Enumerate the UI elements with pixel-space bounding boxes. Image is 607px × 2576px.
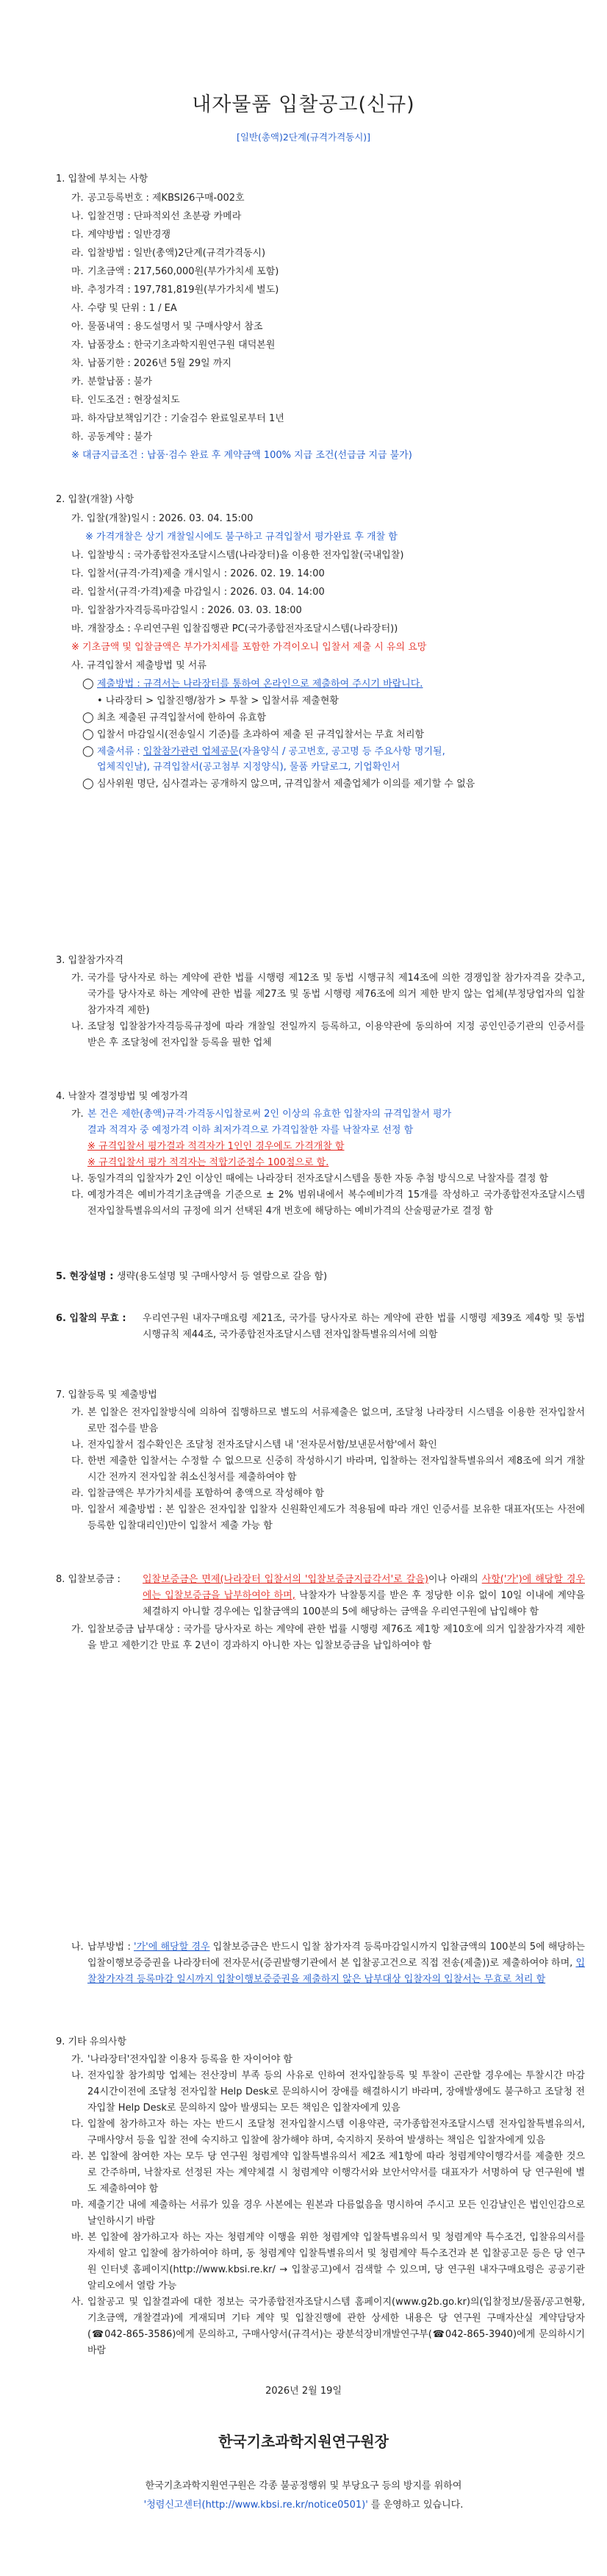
integrity-center-link[interactable]: '청렴신고센터(http://www.kbsi.re.kr/notice0501)' (143, 2500, 368, 2511)
item-text: 국가를 당사자로 하는 계약에 관한 법률 시행령 제12조 및 동법 시행규칙 제14조에 의한 경쟁입찰 참가자격을 갖추고, 국가를 당사자로 하는 계약에 관한 법률 제27조 및 동법 시행령 제76조에 의거 제한 받지 않는 업체(부정당업자의 입찰참가자격 제한) (87, 973, 585, 1016)
list-item (56, 601, 585, 620)
item-marker: 자. (71, 340, 84, 351)
list-item (56, 336, 585, 354)
section-qualification (56, 952, 585, 1051)
item-marker: 하. (71, 432, 84, 443)
payment-note: ※ 대금지급조건 : 납품·검수 완료 후 계약금액 100% 지급 조건(선급금 지급 불가) (71, 450, 412, 461)
list-item (56, 1405, 585, 1437)
item-marker: 가. (71, 193, 84, 204)
list-item (56, 2294, 585, 2359)
item-text: 계약방법 : 일반경쟁 (87, 229, 171, 240)
circle-bullet-icon: ◯ (82, 678, 94, 690)
submission-method: 제출방법 : 규격서는 나라장터를 통하여 온라인으로 제출하여 주시기 바랍니다. (97, 679, 423, 690)
list-item (56, 299, 585, 318)
item-marker: 타. (71, 395, 84, 406)
item-text: 입찰방법 : 일반(총액)2단계(규격가격동시) (87, 248, 266, 259)
item-marker: 나. (71, 1173, 84, 1184)
list-item: ◯ 최초 제출된 규격입찰서에 한하여 유효함 (56, 710, 585, 726)
item-marker: 마. (71, 605, 84, 616)
list-item (56, 565, 585, 583)
item-marker: 다. (71, 1456, 84, 1467)
item-marker: 차. (71, 358, 84, 369)
item-text: 납품기한 : 2026년 5월 29일 까지 (87, 358, 231, 369)
spec-submission-heading: 사. 규격입찰서 제출방법 및 서류 (71, 660, 206, 671)
item-text: 입찰공고 및 입찰결과에 대한 정보는 국가종합전자조달시스템 홈페이지(www.g2b.go.kr)의(입찰정보/물품/공고현황, 기초금액, 개찰결과)에 게재되며 기타 계약 및 입찰진행에 관한 상세한 내용은 당 연구원 구매자산실 계약담당자(☎042-865-3586)에게 문의하고, 구매사양서(규격서)는 광분석장비개발연구부(☎042-865-3940)에게 문의하시기 바람 (87, 2297, 585, 2356)
item-text: 입찰참가자격등록마감일시 : 2026. 03. 03. 18:00 (87, 605, 302, 616)
item-marker: 마. (71, 1504, 84, 1515)
award-note: ※ 규격입찰서 평가결과 적격자가 1인인 경우에도 가격개찰 함 (87, 1141, 345, 1152)
item-marker: 바. (71, 285, 84, 296)
section-site-briefing: 5. 현장설명 : 생략(용도설명 및 구매사양서 등 열람으로 갈음 함) (56, 1271, 328, 1282)
item-marker: 가. (71, 1407, 84, 1418)
list-item (56, 970, 585, 1019)
section-heading: 7. 입찰등록 및 제출방법 (56, 1389, 157, 1400)
section-award-method: 4. 낙찰자 결정방법 및 예정가격 가. 본 건은 제한(총액)규격·가격동시입찰로써 2인 이상의 유효한 입찰자의 규격입찰서 평가 결과 적격자 중 예정가격 이하 최저가격으로 가격입찰한 자를 낙찰자로 선정 함 ※ 규격입찰서 평가결과 적격자가 1인인 경우에도 가격개찰 함 ※ 규격입찰서 평가 적격자는 적합기준점수 100점으로 함. 나. 동일가격의 입찰자가 2인 이상인 때에는 나라장터 전자조달시스템을 통한 자동 추첨 방식으로 낙찰자를 결정 함 다. 예정가격은 예비가격기초금액을 기준으로 ± 2% 범위내에서 복수예비가격 15개를 작성하고 국가종합전자조달시스템 전자입찰특별유의서의 규정에 의거 선택된 4개 번호에 해당하는 예비가격의 산술평균가로 결정 함 (56, 1088, 585, 1220)
list-item (56, 2052, 585, 2068)
item-text: 전자입찰 참가희망 업체는 전산장비 부족 등의 사유로 인하여 전자입찰등록 및 투찰이 곤란할 경우에는 투찰시간 마감 24시간이전에 조달청 전자입찰 Help Desk로 문의하시어 장애를 해결하시기 바라며, 장애발생에도 불구하고 조달청 전자입찰 Help Desk로 문의하지 않아 발생되는 모든 책임은 입찰자에게 있음 (87, 2070, 585, 2114)
item-text: 공고등록번호 : 제KBSI26구매-002호 (87, 193, 245, 204)
item-text: 조달청 입찰참가자격등록규정에 따라 개찰일 전일까지 등록하고, 이용약관에 동의하여 지정 공인인증기관의 인증서를 받은 후 조달청에 전자입찰 등록을 필한 업체 (87, 1021, 585, 1048)
list-item (56, 2068, 585, 2117)
item-text: 하자담보책임기간 : 기술검수 완료일로부터 1년 (87, 413, 284, 424)
list-item (56, 1171, 585, 1187)
item-marker: 라. (71, 248, 84, 259)
list-item (56, 2197, 585, 2230)
circle-bullet-icon: ◯ (82, 745, 94, 757)
item-text: 납품장소 : 한국기초과학지원연구원 대덕본원 (87, 340, 276, 351)
opening-note: ※ 가격개찰은 상기 개찰일시에도 불구하고 규격입찰서 평가완료 후 개찰 함 (85, 532, 398, 543)
item-text: 추정가격 : 197,781,819원(부가가치세 별도) (87, 285, 279, 296)
section-bid-items (56, 171, 585, 465)
item-marker: 사. (71, 2297, 84, 2308)
item-text: '나라장터'전자입찰 이용자 등록을 한 자이어야 함 (87, 2054, 292, 2065)
item-marker: 다. (71, 1189, 84, 1201)
item-text: 입찰서 제출방법 : 본 입찰은 전자입찰 입찰자 신원확인제도가 적용됨에 따라 개인 인증서를 보유한 대표자(또는 사전에 등록한 입찰대리인)만이 입찰서 제출 가능 함 (87, 1504, 585, 1531)
section-heading: 2. 입찰(개찰) 사항 (56, 494, 134, 505)
list-item: ◯ 입찰서 마감일시(전송일시 기준)를 초과하여 제출 된 규격입찰서는 무효 처리함 (56, 727, 585, 743)
list-item (56, 676, 585, 692)
item-text: 입찰서(규격·가격)제출 개시일시 : 2026. 02. 19. 14:00 (87, 568, 325, 579)
item-text: 본 입찰에 참여한 자는 모두 당 연구원 청렴계약 입찰특별유의서 제2조 제1항에 따라 청렴계약이행각서를 제출한 것으로 간주하며, 낙찰자로 선정된 자는 계약체결 시 청렴계약 이행각서와 보안서약서를 대표자가 서명하여 당 연구원에 별도 제출하여야 함 (87, 2151, 585, 2194)
section-misc-notes (56, 2033, 585, 2359)
list-item (56, 391, 585, 409)
item-text: 공동계약 : 불가 (87, 432, 152, 443)
list-item (56, 583, 585, 601)
circle-bullet-icon: ◯ (82, 778, 94, 790)
list-item (56, 207, 585, 226)
list-item (56, 1502, 585, 1534)
list-item (56, 2230, 585, 2294)
list-item (56, 693, 585, 709)
item-text: 제출기간 내에 제출하는 서류가 있을 경우 사본에는 원본과 다름없음을 명시하여 주시고 모든 인감날인은 법인인감으로 날인하시기 바람 (87, 2200, 585, 2227)
item-marker: 나. (71, 550, 84, 561)
section-heading: 3. 입찰참가자격 (56, 955, 123, 966)
circle-bullet-icon: ◯ (82, 729, 94, 740)
opening-datetime: 가. 입찰(개찰)일시 : 2026. 03. 04. 15:00 (71, 513, 254, 524)
list-item (56, 1437, 585, 1453)
notice-date: 2026년 2월 19일 (265, 2386, 342, 2397)
list-item (56, 354, 585, 373)
item-marker: 나. (71, 1439, 84, 1450)
list-item (56, 409, 585, 428)
list-item (56, 262, 585, 281)
item-text: 동일가격의 입찰자가 2인 이상인 때에는 나라장터 전자조달시스템을 통한 자동 추첨 방식으로 낙찰자를 결정 함 (87, 1173, 549, 1184)
item-marker: 라. (71, 587, 84, 598)
list-item (56, 318, 585, 336)
submission-path: • 나라장터 > 입찰진행/참가 > 투찰 > 입찰서류 제출현황 (97, 695, 339, 706)
issuing-organization: 한국기초과학지원연구원장 (218, 2433, 389, 2450)
item-marker: 바. (71, 2232, 84, 2243)
list-item: ◯ 심사위원 명단, 심사결과는 공개하지 않으며, 규격입찰서 제출업체가 이의를 제기할 수 없음 (56, 776, 585, 792)
section-heading: 9. 기타 유의사항 (56, 2036, 127, 2047)
section-invalid-bids: 6. 입찰의 무효 : 우리연구원 내자구매요령 제21조, 국가를 당사자로 하는 계약에 관한 법률 시행령 제39조 제4항 및 동법 시행규칙 제44조, 국가종합전자조달시스템 전자입찰특별유의서에 의함 (56, 1313, 585, 1340)
list-item (56, 373, 585, 391)
list-item (56, 2117, 585, 2149)
item-marker: 다. (71, 568, 84, 579)
list-item (56, 244, 585, 262)
item-text: 전자입찰서 접수확인은 조달청 전자조달시스템 내 '전자문서함/보낸문서함'에서 확인 (87, 1439, 437, 1450)
item-text: 본 입찰은 전자입찰방식에 의하여 집행하므로 별도의 서류제출은 없으며, 조달청 나라장터 시스템을 이용한 전자입찰서로만 접수를 받음 (87, 1407, 585, 1434)
list-item (56, 546, 585, 565)
list-item (56, 226, 585, 244)
item-marker: 아. (71, 321, 84, 332)
section-bid-bond: 8. 입찰보증금 : 입찰보증금은 면제(나라장터 입찰서의 '입찰보증금지급각서'로 갈음)이나 아래의 사항('가')에 해당할 경우에는 입찰보증금을 납부하여야 하며, 낙찰자가 낙찰통지를 받은 후 정당한 이유 없이 10일 이내에 계약을 체결하지 아니할 경우에는 입찰금액의 100분의 5에 해당하는 금액을 우리연구원에 납입해야 함 가. 입찰보증금 납부대상 : 국가를 당사자로 하는 계약에 관한 법률 시행령 제76조 제1항 제10호에 의거 입찰참가자격 제한을 받고 제한기간 만료 후 2년이 경과하지 아니한 자는 입찰보증금을 납입하여야 함 (56, 1574, 586, 1651)
section-bid-bond-payment: 나. 납부방법 : '가'에 해당할 경우 입찰보증금은 반드시 입찰 참가자격 등록마감일시까지 입찰금액의 100분의 5에 해당하는 입찰이행보증증권을 나라장터에 전자문서(증권발행기관에서 본 입찰공고건으로 직접 전송(제출))로 제출하여야 하며, 입찰참가자격 등록마감 일시까지 입찰이행보증증권을 제출하지 않은 납부대상 입찰자의 입찰서는 무효로 처리 함 (71, 1942, 585, 1985)
section-heading: 4. 낙찰자 결정방법 및 예정가격 (56, 1091, 188, 1102)
item-text: 입찰방식 : 국가종합전자조달시스템(나라장터)을 이용한 전자입찰(국내입찰) (87, 550, 404, 561)
section-heading: 1. 입찰에 부치는 사항 (56, 173, 148, 185)
item-marker: 마. (71, 266, 84, 277)
item-marker: 나. (71, 211, 84, 222)
section-bid-opening (56, 491, 585, 793)
item-marker: 카. (71, 376, 84, 387)
item-marker: 가. (71, 973, 84, 984)
item-text: 수량 및 단위 : 1 / EA (87, 303, 177, 314)
award-note: ※ 규격입찰서 평가 적격자는 적합기준점수 100점으로 함. (87, 1157, 329, 1168)
section-registration (56, 1387, 585, 1534)
page-subtitle: [일반(총액)2단계(규격가격동시)] (236, 132, 371, 143)
list-item (56, 1453, 585, 1486)
item-text: 물품내역 : 용도설명서 및 구매사양서 참조 (87, 321, 263, 332)
item-text: 본 입찰에 참가하고자 하는 자는 청렴계약 이행을 위한 청렴계약 입찰특별유의서 및 청렴계약 특수조건, 입찰유의서를 자세히 알고 입찰에 참가하여야 하며, 동 청렴계약 입찰특별유의서 및 청렴계약 특수조건과 본 입찰공고문 등은 당 연구원 인터넷 홈페이지(http://www.kbsi.re.kr/ → 입찰공고)에서 검색할 수 있으며, 당 연구원 내자구매요령은 공공기관 알리오에서 열람 가능 (87, 2232, 585, 2291)
list-item (56, 1187, 585, 1220)
item-marker: 나. (71, 2070, 84, 2081)
item-marker: 다. (71, 229, 84, 240)
footer-notice: 한국기초과학지원연구원은 각종 불공정행위 및 부당요구 등의 방지를 위하여 '청렴신고센터(http://www.kbsi.re.kr/notice0501)' 를 운영하고 있습니다. (143, 2480, 464, 2511)
item-text: 한번 제출한 입찰서는 수정할 수 없으므로 신중히 작성하시기 바라며, 입찰하는 전자입찰특별유의서 제8조에 의거 개찰시간 전까지 전자입찰 취소신청서를 제출하여야 함 (87, 1456, 585, 1483)
item-text: 입찰서(규격·가격)제출 마감일시 : 2026. 03. 04. 14:00 (87, 587, 325, 598)
documents-label: 제출서류 : (97, 746, 143, 757)
list-item (56, 281, 585, 299)
circle-bullet-icon: ◯ (82, 712, 94, 723)
item-marker: 가. (71, 2054, 84, 2065)
list-item (56, 428, 585, 446)
item-text: 분할납품 : 불가 (87, 376, 152, 387)
item-text: 입찰건명 : 단파적외선 초분광 카메라 (87, 211, 242, 222)
list-item: ◯ 제출서류 : 입찰참가관련 업체공문(자율양식 / 공고번호, 공고명 등 주요사항 명기될, 업체직인날), 규격입찰서(공고첨부 지정양식), 물품 카달로그, 기업확인서 (56, 744, 585, 775)
list-item (56, 189, 585, 207)
item-text: 입찰에 참가하고자 하는 자는 반드시 조달청 전자입찰시스템 이용약관, 국가종합전자조달시스템 전자입찰특별유의서, 구매사양서 등을 입찰 전에 숙지하고 입찰에 참가해야 하며, 숙지하지 못하여 발생하는 책임은 입찰자에게 있음 (87, 2119, 585, 2146)
item-marker: 사. (71, 303, 84, 314)
list-item (56, 1019, 585, 1051)
item-marker: 나. (71, 1021, 84, 1032)
item-text: 인도조건 : 현장설치도 (87, 395, 180, 406)
item-marker: 마. (71, 2200, 84, 2211)
item-marker: 라. (71, 1488, 84, 1499)
item-marker: 파. (71, 413, 84, 424)
item-marker: 라. (71, 2151, 84, 2162)
item-text: 입찰금액은 부가가치세를 포함하여 총액으로 작성해야 함 (87, 1488, 325, 1499)
item-marker: 바. (71, 623, 84, 634)
list-item (56, 620, 585, 638)
documents-item: 입찰참가관련 업체공문 (143, 746, 239, 757)
vat-note: ※ 기초금액 및 입찰금액은 부가가치세를 포함한 가격이오니 입찰서 제출 시 유의 요망 (71, 642, 427, 653)
item-marker: 다. (71, 2119, 84, 2130)
page-title: 내자물품 입찰공고(신규) (192, 93, 415, 116)
item-text: 예정가격은 예비가격기초금액을 기준으로 ± 2% 범위내에서 복수예비가격 15개를 작성하고 국가종합전자조달시스템 전자입찰특별유의서의 규정에 의거 선택된 4개 번호에 해당하는 예비가격의 산술평균가로 결정 함 (87, 1189, 585, 1217)
list-item (56, 1486, 585, 1502)
list-item (56, 2149, 585, 2197)
item-text: 개찰장소 : 우리연구원 입찰집행관 PC(국가종합전자조달시스템(나라장터)) (87, 623, 398, 634)
item-text: 기초금액 : 217,560,000원(부가가치세 포함) (87, 266, 279, 277)
